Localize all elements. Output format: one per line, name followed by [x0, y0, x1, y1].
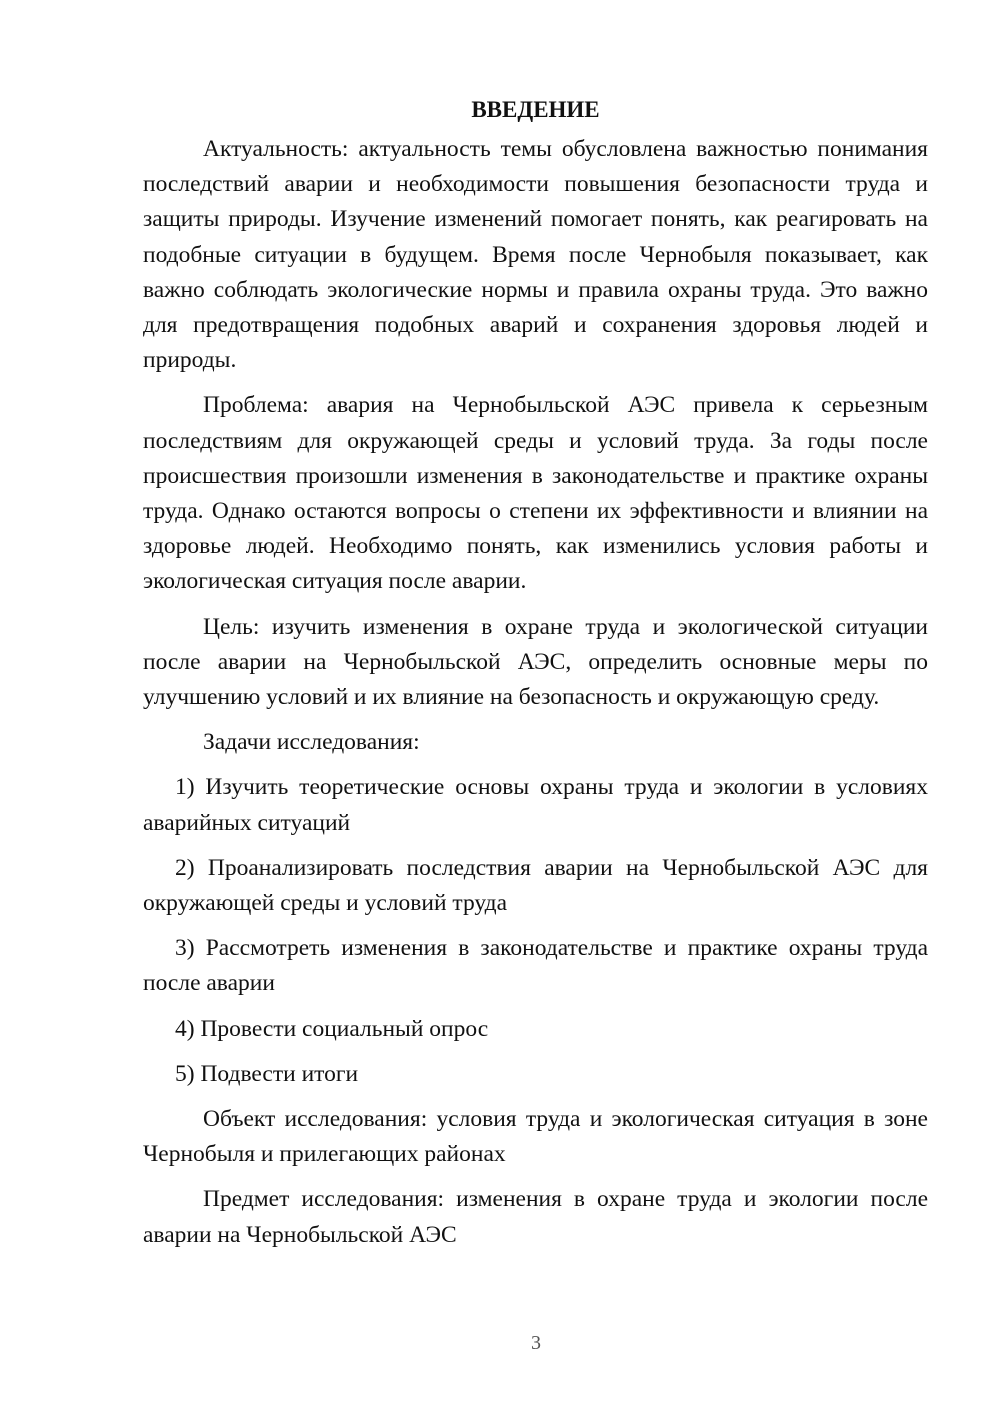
- document-page: [143, 92, 928, 1263]
- page-number: 3: [531, 1332, 541, 1354]
- paragraph-object: Объект исследования: условия труда и экологическая ситуация в зоне Чернобыля и прилегающих районах: [143, 1106, 928, 1168]
- task-item-2: 2) Проанализировать последствия аварии на Чернобыльской АЭС для окружающей среды и условий труда: [143, 854, 928, 917]
- task-item-4: 4) Провести социальный опрос: [175, 1015, 489, 1042]
- paragraph-problem: Проблема: авария на Чернобыльской АЭС привела к серьезным последствиям для окружающей среды и условий труда. За годы после происшествия произошли изменения в законодательстве и практике охраны труда. Однако остаются вопросы о степени их эффективности и влиянии на здоровье людей. Необходимо понять, как изменились условия работы и экологическая ситуация после аварии.: [143, 392, 928, 595]
- task-item-1: 1) Изучить теоретические основы охраны труда и экологии в условиях аварийных ситуаций: [143, 774, 928, 836]
- paragraph-relevance: Актуальность: актуальность темы обусловлена важностью понимания последствий аварии и необходимости повышения безопасности труда и защиты природы. Изучение изменений помогает понять, как реагировать на подобные ситуации в будущем. Время после Чернобыля показывает, как важно соблюдать экологические нормы и правила охраны труда. Это важно для предотвращения подобных аварий и сохранения здоровья людей и природы.: [143, 136, 928, 374]
- paragraph-goal: Цель: изучить изменения в охране труда и экологической ситуации после аварии на Чернобыльской АЭС, определить основные меры по улучшению условий и их влияние на безопасность и окружающую среду.: [143, 613, 928, 711]
- page-title: ВВЕДЕНИЕ: [471, 97, 600, 122]
- task-item-5: 5) Подвести итоги: [175, 1060, 359, 1087]
- paragraph-subject: Предмет исследования: изменения в охране труда и экологии после аварии на Чернобыльской АЭС: [143, 1186, 928, 1248]
- task-item-3: 3) Рассмотреть изменения в законодательстве и практике охраны труда после аварии: [143, 935, 928, 997]
- tasks-heading: Задачи исследования:: [203, 729, 420, 756]
